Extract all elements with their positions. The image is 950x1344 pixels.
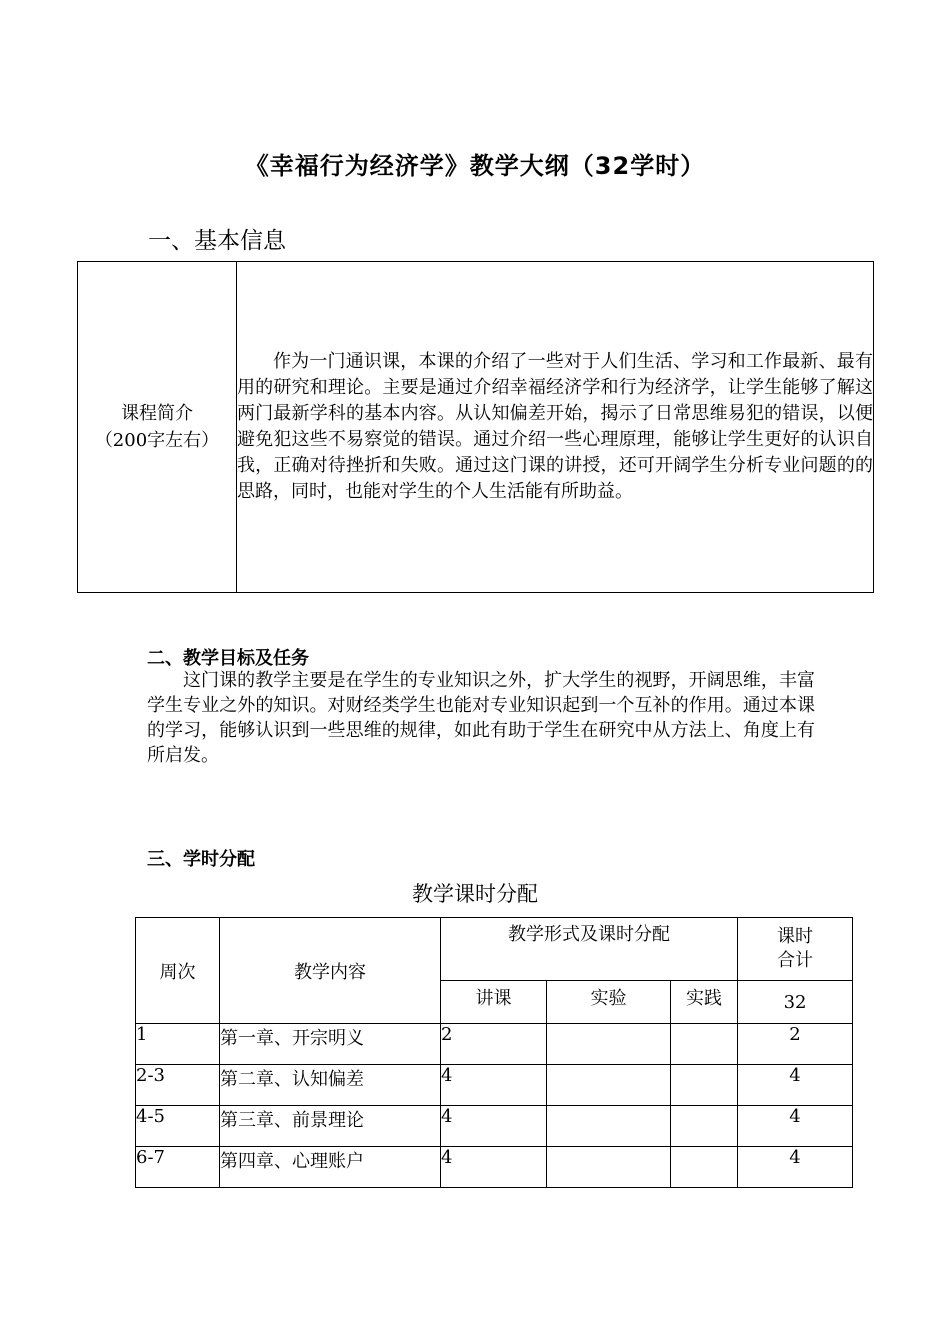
- table-row: [136, 1024, 853, 1065]
- course-intro-label-line2: （200字左右）: [94, 430, 220, 451]
- header-total-line2: 合计: [777, 950, 814, 971]
- header-practice: 实践: [671, 981, 738, 1024]
- row-experiment: [547, 1106, 671, 1147]
- header-content: 教学内容: [220, 918, 441, 1024]
- row-content: 第四章、心理账户: [220, 1147, 441, 1188]
- row-practice: [671, 1024, 738, 1065]
- table-row: [136, 1147, 853, 1188]
- row-lecture: 2: [441, 1024, 547, 1065]
- row-total: 2: [738, 1024, 853, 1065]
- row-practice: [671, 1106, 738, 1147]
- hours-table: [135, 917, 853, 1188]
- row-practice: [671, 1065, 738, 1106]
- course-intro-table: [77, 261, 874, 593]
- row-content: 第二章、认知偏差: [220, 1065, 441, 1106]
- header-experiment: 实验: [547, 981, 671, 1024]
- course-intro-cell: [237, 262, 874, 593]
- table-row: [136, 1065, 853, 1106]
- section-hours-heading: 三、学时分配: [147, 849, 255, 870]
- header-total-line1: 课时: [777, 926, 814, 947]
- row-lecture: 4: [441, 1106, 547, 1147]
- header-total: [738, 918, 853, 981]
- row-lecture: 4: [441, 1147, 547, 1188]
- section-goals-heading: 二、教学目标及任务: [147, 648, 309, 669]
- row-week: 2-3: [136, 1065, 220, 1106]
- row-total: 4: [738, 1106, 853, 1147]
- row-total: 4: [738, 1065, 853, 1106]
- row-lecture: 4: [441, 1065, 547, 1106]
- row-total: 4: [738, 1147, 853, 1188]
- row-week: 4-5: [136, 1106, 220, 1147]
- document-title: 《幸福行为经济学》教学大纲（32学时）: [244, 152, 706, 180]
- course-intro-text: 作为一门通识课，本课的介绍了一些对于人们生活、学习和工作最新、最有用的研究和理论。主要是通过介绍幸福经济学和行为经济学，让学生能够了解这两门最新学科的基本内容。从认知偏差开始，揭示了日常思维易犯的错误，以便避免犯这些不易察觉的错误。通过介绍一些心理原理，能够让学生更好的认识自我，正确对待挫折和失败。通过这门课的讲授，还可开阔学生分析专业问题的的思路，同时，也能对学生的个人生活能有所助益。: [237, 351, 873, 502]
- row-experiment: [547, 1024, 671, 1065]
- row-experiment: [547, 1065, 671, 1106]
- header-week: 周次: [136, 918, 220, 1024]
- row-experiment: [547, 1147, 671, 1188]
- row-week: 6-7: [136, 1147, 220, 1188]
- row-week: 1: [136, 1024, 220, 1065]
- header-total-value: 32: [738, 981, 853, 1024]
- hours-table-caption: 教学课时分配: [412, 882, 538, 906]
- row-content: 第一章、开宗明义: [220, 1024, 441, 1065]
- header-teaching-form: 教学形式及课时分配: [441, 918, 738, 981]
- header-lecture: 讲课: [441, 981, 547, 1024]
- section-basic-info-heading: 一、基本信息: [148, 228, 286, 254]
- table-row: [136, 1106, 853, 1147]
- goals-text: 这门课的教学主要是在学生的专业知识之外，扩大学生的视野，开阔思维，丰富学生专业之外的知识。对财经类学生也能对专业知识起到一个互补的作用。通过本课的学习，能够认识到一些思维的规律，如此有助于学生在研究中从方法上、角度上有所启发。: [147, 670, 815, 766]
- course-intro-label-line1: 课程简介: [121, 403, 193, 424]
- course-intro-label: [78, 262, 237, 593]
- row-practice: [671, 1147, 738, 1188]
- row-content: 第三章、前景理论: [220, 1106, 441, 1147]
